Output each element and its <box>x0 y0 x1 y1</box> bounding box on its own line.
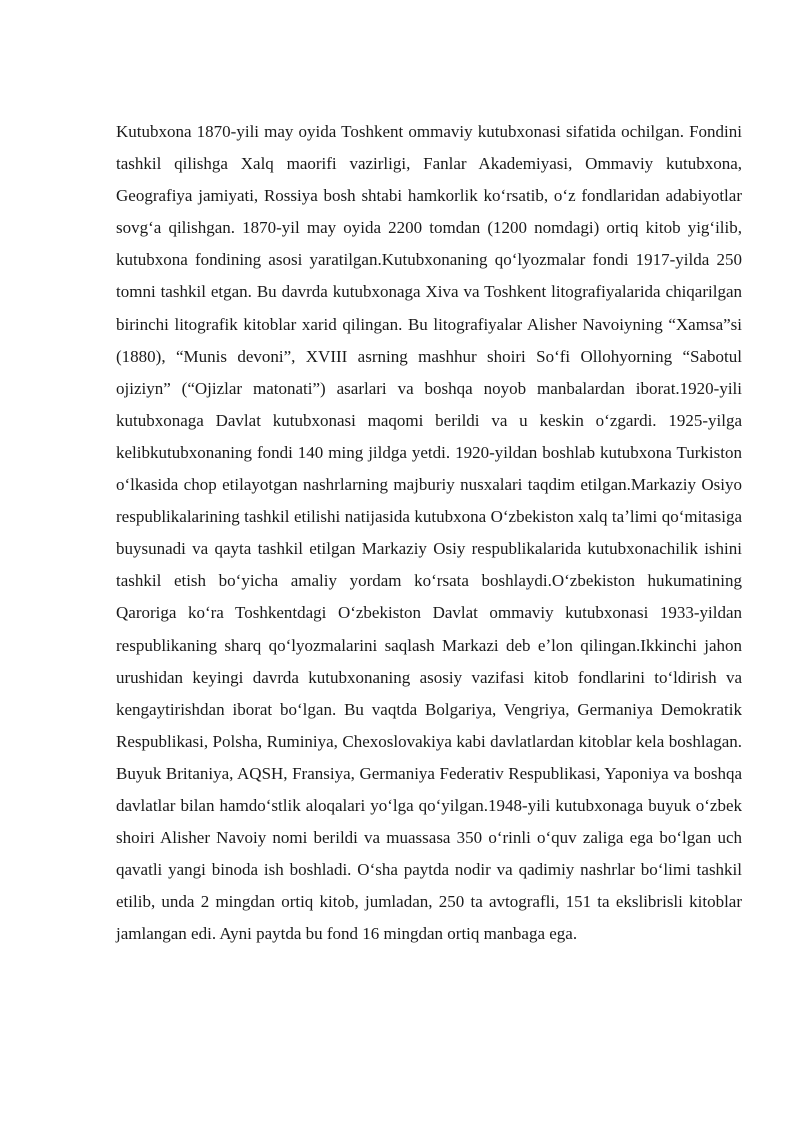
body-paragraph: Kutubxona 1870-yili may oyida Toshkent ommaviy kutubxonasi sifatida ochilgan. Fondini tashkil qilishga Xalq maorifi vazirligi, Fanlar Akademiyasi, Ommaviy kutubxona, Geografiya jamiyati, Rossiya bosh shtabi hamkorlik koʻrsatib, oʻz fondlaridan adabiyotlar sovgʻa qilishgan. 1870-yil may oyida 2200 tomdan (1200 nomdagi) ortiq kitob yigʻilib, kutubxona fondining asosi yaratilgan.Kutubxonaning qoʻlyozmalar fondi 1917-yilda 250 tomni tashkil etgan. Bu davrda kutubxonaga Xiva va Toshkent litografiyalarida chiqarilgan birinchi litografik kitoblar xarid qilingan. Bu litografiyalar Alisher Navoiyning “Xamsa”si (1880), “Munis devoni”, XVIII asrning mashhur shoiri Soʻfi Ollohyorning “Sabotul ojiziyn” (“Ojizlar matonati”) asarlari va boshqa noyob manbalardan iborat.1920-yili kutubxonaga Davlat kutubxonasi maqomi berildi va u keskin oʻzgardi. 1925-yilga kelibkutubxonaning fondi 140 ming jildga yetdi. 1920-yildan boshlab kutubxona Turkiston oʻlkasida chop etilayotgan nashrlarning majburiy nusxalari taqdim etilgan.Markaziy Osiyo respublikalarining tashkil etilishi natijasida kutubxona Oʻzbekiston xalq taʼlimi qoʻmitasiga buysunadi va qayta tashkil etilgan Markaziy Osiy respublikalarida kutubxonachilik ishini tashkil etish boʻyicha amaliy yordam koʻrsata boshlaydi.Oʻzbekiston hukumatining Qaroriga koʻra Toshkentdagi Oʻzbekiston Davlat ommaviy kutubxonasi 1933-yildan respublikaning sharq qoʻlyozmalarini saqlash Markazi deb eʼlon qilingan.Ikkinchi jahon urushidan keyingi davrda kutubxonaning asosiy vazifasi kitob fondlarini toʻldirish va kengaytirishdan iborat boʻlgan. Bu vaqtda Bolgariya, Vengriya, Germaniya Demokratik Respublikasi, Polsha, Ruminiya, Chexoslovakiya kabi davlatlardan kitoblar kela boshlagan. Buyuk Britaniya, AQSH, Fransiya, Germaniya Federativ Respublikasi, Yaponiya va boshqa davlatlar bilan hamdoʻstlik aloqalari yoʻlga qoʻyilgan.1948-yili kutubxonaga buyuk oʻzbek shoiri Alisher Navoiy nomi berildi va muassasa 350 oʻrinli oʻquv zaliga ega boʻlgan uch qavatli yangi binoda ish boshladi. Oʻsha paytda nodir va qadimiy nashrlar boʻlimi tashkil etilib, unda 2 mingdan ortiq kitob, jumladan, 250 ta avtografli, 151 ta ekslibrisli kitoblar jamlangan edi. Ayni paytda bu fond 16 mingdan ortiq manbaga ega. <box>116 122 742 944</box>
